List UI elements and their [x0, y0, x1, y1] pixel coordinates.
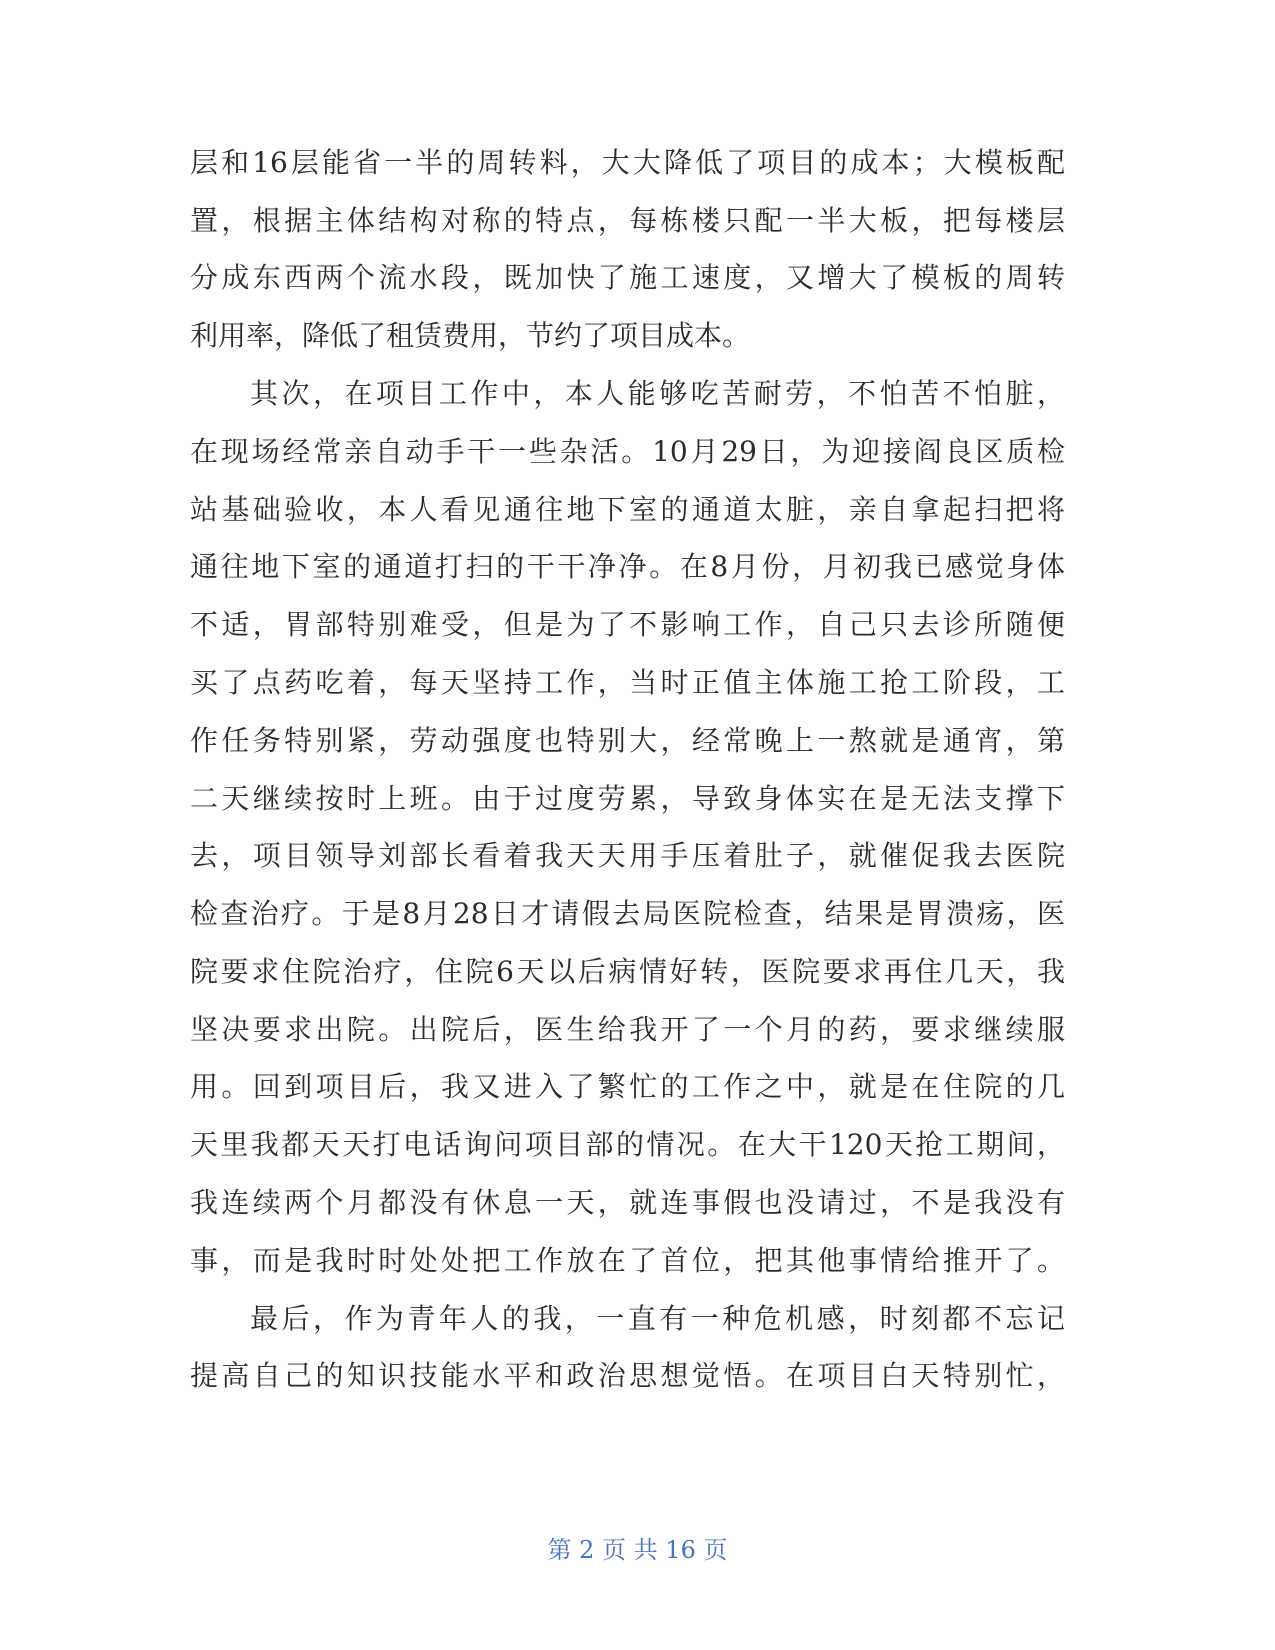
- text-line: 在现场经常亲自动手干一些杂活。10月29日，为迎接阎良区质检: [190, 435, 1065, 468]
- text-line: 院要求住院治疗，住院6天以后病情好转，医院要求再住几天，我: [190, 955, 1065, 988]
- text-line: 买了点药吃着，每天坚持工作，当时正值主体施工抢工阶段，工: [190, 666, 1065, 699]
- text-line: 不适，胃部特别难受，但是为了不影响工作，自己只去诊所随便: [190, 608, 1065, 641]
- text-line: 作任务特别紧，劳动强度也特别大，经常晚上一熬就是通宵，第: [190, 724, 1065, 757]
- text-line: 事，而是我时时处处把工作放在了首位，把其他事情给推开了。: [190, 1244, 1065, 1277]
- paragraph-first-line: 最后，作为青年人的我，一直有一种危机感，时刻都不忘记: [250, 1302, 1065, 1335]
- text-line: 利用率，降低了租赁费用，节约了项目成本。: [190, 319, 751, 352]
- paragraph-first-line: 其次，在项目工作中，本人能够吃苦耐劳，不怕苦不怕脏，: [250, 377, 1065, 410]
- text-line: 提高自己的知识技能水平和政治思想觉悟。在项目白天特别忙，: [190, 1359, 1065, 1392]
- text-line: 二天继续按时上班。由于过度劳累，导致身体实在是无法支撑下: [190, 782, 1065, 815]
- text-line: 去，项目领导刘部长看着我天天用手压着肚子，就催促我去医院: [190, 839, 1065, 872]
- text-line: 用。回到项目后，我又进入了繁忙的工作之中，就是在住院的几: [190, 1070, 1065, 1103]
- text-line: 检查治疗。于是8月28日才请假去局医院检查，结果是胃溃疡，医: [190, 897, 1065, 930]
- page-number-footer: 第 2 页 共 16 页: [547, 1536, 728, 1564]
- text-line: 坚决要求出院。出院后，医生给我开了一个月的药，要求继续服: [190, 1013, 1065, 1046]
- text-line: 分成东西两个流水段，既加快了施工速度，又增大了模板的周转: [190, 261, 1065, 294]
- text-line: 通往地下室的通道打扫的干干净净。在8月份，月初我已感觉身体: [190, 550, 1065, 583]
- text-line: 层和16层能省一半的周转料，大大降低了项目的成本；大模板配: [190, 146, 1065, 179]
- text-line: 置，根据主体结构对称的特点，每栋楼只配一半大板，把每楼层: [190, 204, 1065, 237]
- text-line: 站基础验收，本人看见通往地下室的通道太脏，亲自拿起扫把将: [190, 493, 1065, 526]
- text-line: 我连续两个月都没有休息一天，就连事假也没请过，不是我没有: [190, 1186, 1065, 1219]
- text-line: 天里我都天天打电话询问项目部的情况。在大干120天抢工期间，: [190, 1128, 1065, 1161]
